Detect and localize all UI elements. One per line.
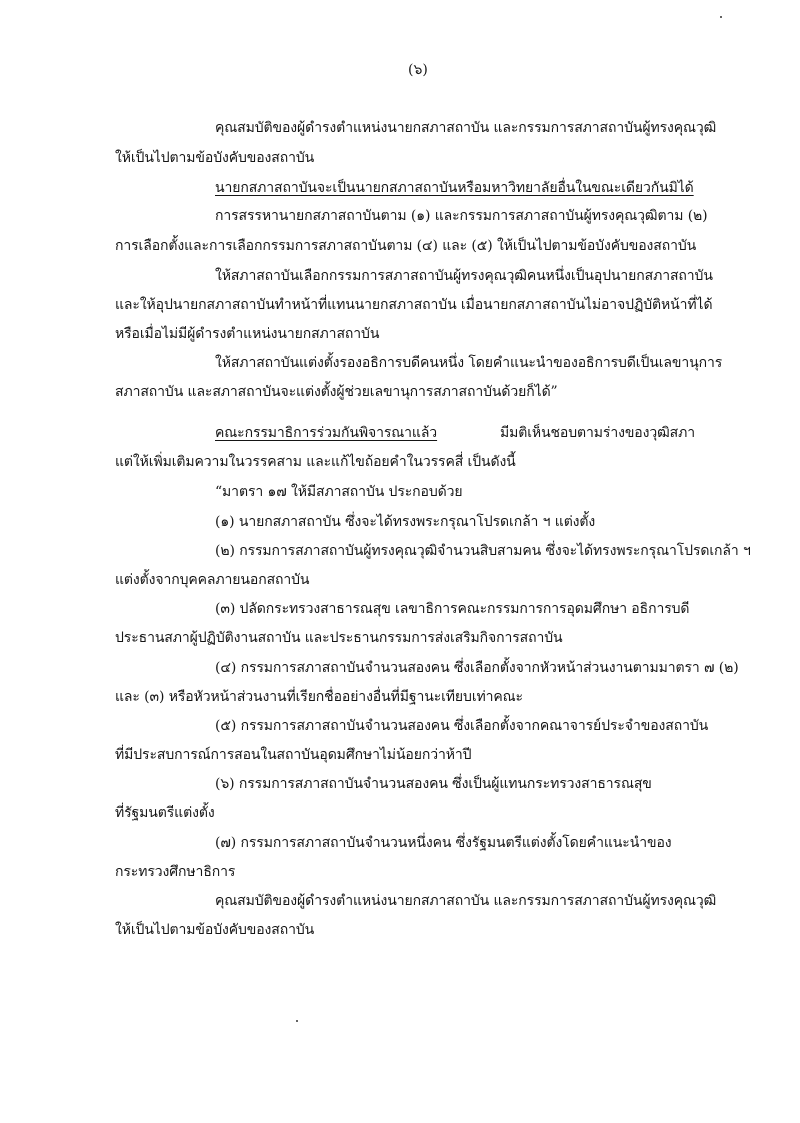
- text-line: คุณสมบัติของผู้ดำรงตำแหน่งนายกสภาสถาบัน และกรรมการสภาสถาบันผู้ทรงคุณวุฒิ: [215, 120, 717, 136]
- text-line: การสรรหานายกสภาสถาบันตาม (๑) และกรรมการสภาสถาบันผู้ทรงคุณวุฒิตาม (๒): [215, 208, 708, 224]
- text-line: มีมติเห็นชอบตามร่างของวุฒิสภา: [500, 425, 695, 441]
- list-item: (๗) กรรมการสภาสถาบันจำนวนหนึ่งคน ซึ่งรัฐมนตรีแต่งตั้งโดยคำแนะนำของ: [215, 835, 672, 851]
- text-line: หรือเมื่อไม่มีผู้ดำรงตำแหน่งนายกสภาสถาบัน: [115, 326, 380, 342]
- page-number: (๖): [408, 62, 428, 78]
- scan-speck: [296, 1020, 298, 1022]
- text-line: แต่งตั้งจากบุคคลภายนอกสถาบัน: [115, 572, 310, 588]
- list-item: (๒) กรรมการสภาสถาบันผู้ทรงคุณวุฒิจำนวนสิบสามคน ซึ่งจะได้ทรงพระกรุณาโปรดเกล้า ฯ: [215, 543, 751, 559]
- text-line: และ (๓) หรือหัวหน้าส่วนงานที่เรียกชื่ออย่างอื่นที่มีฐานะเทียบเท่าคณะ: [115, 689, 523, 705]
- committee-heading: คณะกรรมาธิการร่วมกันพิจารณาแล้ว: [215, 425, 438, 441]
- scan-speck: [720, 16, 722, 18]
- list-item: (๓) ปลัดกระทรวงสาธารณสุข เลขาธิการคณะกรรมการการอุดมศึกษา อธิการบดี: [215, 601, 690, 617]
- text-line: คุณสมบัติของผู้ดำรงตำแหน่งนายกสภาสถาบัน และกรรมการสภาสถาบันผู้ทรงคุณวุฒิ: [215, 893, 717, 909]
- list-item: (๖) กรรมการสภาสถาบันจำนวนสองคน ซึ่งเป็นผู้แทนกระทรวงสาธารณสุข: [215, 776, 652, 792]
- text-line: ให้เป็นไปตามข้อบังคับของสถาบัน: [115, 150, 315, 166]
- underlined-heading: นายกสภาสถาบันจะเป็นนายกสภาสถาบันหรือมหาวิทยาลัยอื่นในขณะเดียวกันมิได้: [215, 180, 694, 196]
- section-title: “มาตรา ๑๗ ให้มีสภาสถาบัน ประกอบด้วย: [215, 484, 463, 500]
- text-line: ให้สภาสถาบันแต่งตั้งรองอธิการบดีคนหนึ่ง โดยคำแนะนำของอธิการบดีเป็นเลขานุการ: [215, 355, 723, 371]
- text-line: สภาสถาบัน และสภาสถาบันจะแต่งตั้งผู้ช่วยเลขานุการสภาสถาบันด้วยก็ได้”: [115, 384, 558, 400]
- text-line: ประธานสภาผู้ปฏิบัติงานสถาบัน และประธานกรรมการส่งเสริมกิจการสถาบัน: [115, 630, 563, 646]
- text-line: แต่ให้เพิ่มเติมความในวรรคสาม และแก้ไขถ้อยคำในวรรคสี่ เป็นดังนี้: [115, 454, 516, 470]
- text-line: ที่มีประสบการณ์การสอนในสถาบันอุดมศึกษาไม่น้อยกว่าห้าปี: [115, 747, 472, 763]
- text-line: ให้เป็นไปตามข้อบังคับของสถาบัน: [115, 922, 315, 938]
- text-line: กระทรวงศึกษาธิการ: [115, 864, 236, 880]
- text-line: ให้สภาสถาบันเลือกกรรมการสภาสถาบันผู้ทรงคุณวุฒิคนหนึ่งเป็นอุปนายกสภาสถาบัน: [215, 268, 713, 284]
- text-line: การเลือกตั้งและการเลือกกรรมการสภาสถาบันตาม (๔) และ (๕) ให้เป็นไปตามข้อบังคับของสถาบัน: [115, 238, 697, 254]
- list-item: (๑) นายกสภาสถาบัน ซึ่งจะได้ทรงพระกรุณาโปรดเกล้า ฯ แต่งตั้ง: [215, 514, 596, 530]
- text-line: และให้อุปนายกสภาสถาบันทำหน้าที่แทนนายกสภาสถาบัน เมื่อนายกสภาสถาบันไม่อาจปฏิบัติหน้าที่ได้: [115, 297, 713, 313]
- text-line: ที่รัฐมนตรีแต่งตั้ง: [115, 805, 215, 821]
- list-item: (๕) กรรมการสภาสถาบันจำนวนสองคน ซึ่งเลือกตั้งจากคณาจารย์ประจำของสถาบัน: [215, 718, 709, 734]
- list-item: (๔) กรรมการสภาสถาบันจำนวนสองคน ซึ่งเลือกตั้งจากหัวหน้าส่วนงานตามมาตรา ๗ (๒): [215, 660, 739, 676]
